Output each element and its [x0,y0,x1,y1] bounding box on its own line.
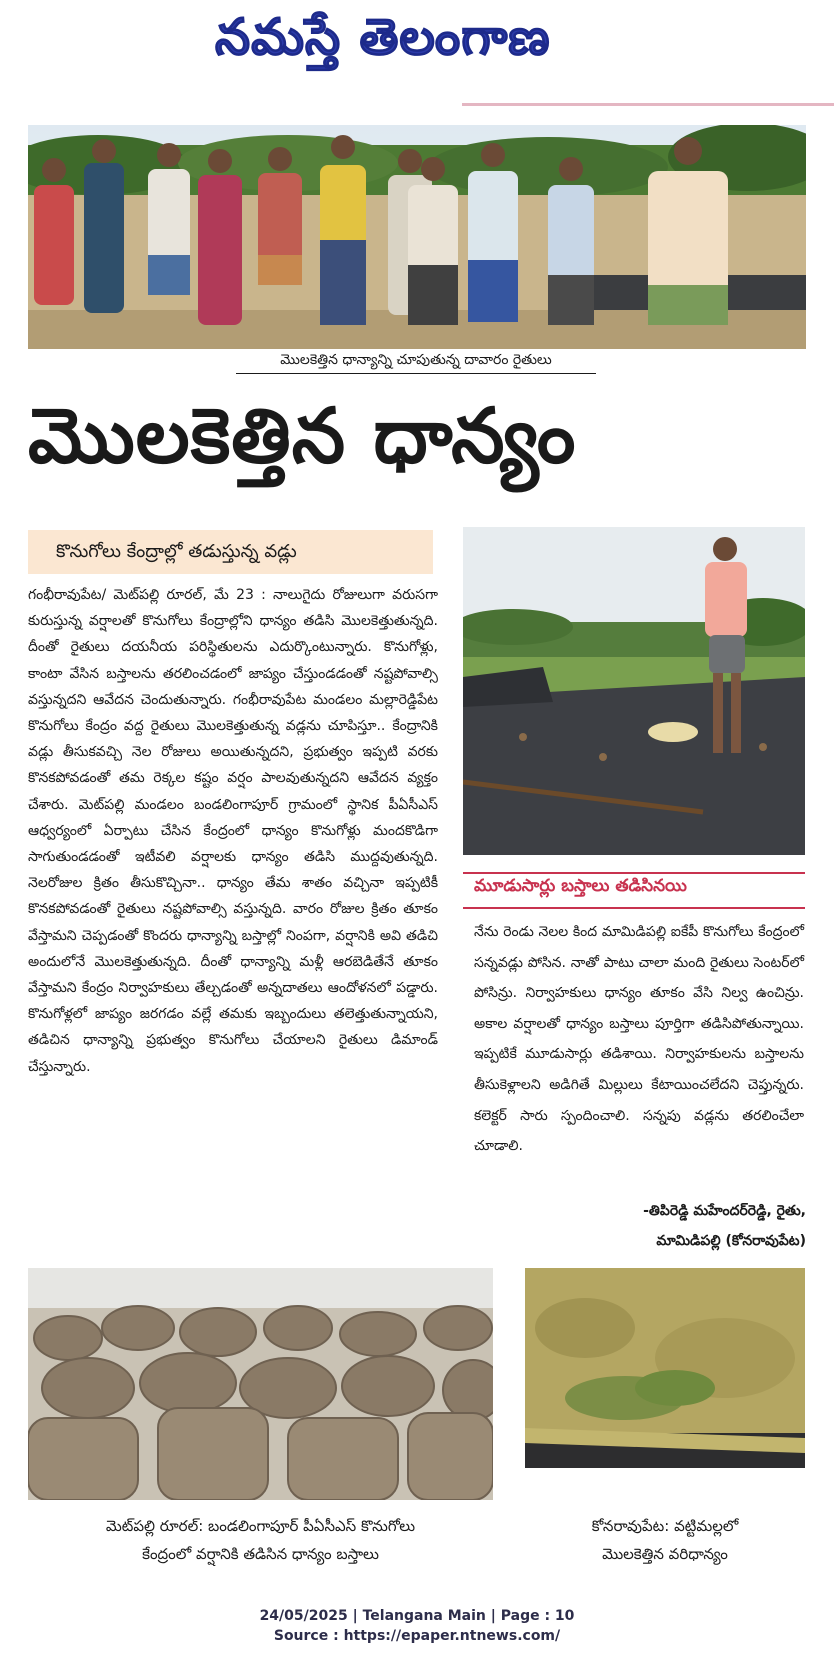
top-photo-caption: మొలకెత్తిన ధాన్యాన్ని చూపుతున్న దావారం రైతులు [236,352,596,374]
headline: మొలకెత్తిన ధాన్యం [28,391,577,480]
signature-line-2: మామిడిపల్లి (కోనరావుపేట) [656,1233,806,1249]
bottom-right-caption-line-1: కోనరావుపేట: వట్టిమల్లలో [591,1517,739,1535]
photo-sprouted-grain [525,1268,805,1468]
sidebar-rule-bottom [463,907,805,909]
masthead-divider [462,103,834,106]
sidebar-text: నేను రెండు నెలల కింద మామిడిపల్లి ఐకేపీ కొనుగోలు కేంద్రంలో సన్నవడ్లు పోసిన. నాతో పాటు చాలా మంది రైతులు సెంటర్‌లో పోసిన్రు. నిర్వాహకులు ధాన్యం తూకం వేసి నిల్వ ఉంచిన్రు. అకాల వర్షాలతో ధాన్యం బస్తాలు పూర్తిగా తడిసిపోతున్నాయి. ఇప్పటికే మూడుసార్లు తడిశాయి. నిర్వాహకులను బస్తాలను తీసుకెళ్లాలని అడిగితే మిల్లులు కేటాయించలేదని చెప్తున్నరు. కలెక్టర్‌ సారు స్పందించాలి. సన్నపు వడ్లను తరలించేలా చూడాలి. [474,924,804,1155]
bottom-right-caption-line-2: మొలకెత్తిన వరిధాన్యం [602,1545,728,1563]
subhead: కొనుగోలు కేంద్రాల్లో తడుస్తున్న వడ్లు [28,530,433,574]
sidebar-signature [580,1196,806,1256]
article-body: గంభీరావుపేట/ మెట్‌పల్లి రూరల్‌, మే 23 : నాలుగైదు రోజులుగా వరుసగా కురుస్తున్న వర్షాలతో కొనుగోలు కేంద్రాల్లోని ధాన్యం తడిసి మొలకెత్తుతున్నది. దీంతో రైతులు దయనీయ పరిస్థితులను ఎదుర్కొంటున్నారు. కొనుగోళ్లు, కాంటా వేసిన బస్తాలను తరలించడంలో జాప్యం చేస్తుండడంతో నష్టపోవాల్సి వస్తున్నదని ఆవేదన చెందుతున్నారు. గంభీరావుపేట మండలం మల్లారెడ్డిపేట కొనుగోలు కేంద్రం వద్ద రైతులు మొలకెత్తుతున్న వడ్లను చూపిస్తూ.. కేంద్రానికి వడ్లు తీసుకవచ్చి నెల రోజులు అయితున్నదని, ప్రభుత్వం ఇప్పటి వరకు కొనకపోవడంతో తమ రెక్కల కష్టం వర్షం పాలవుతున్నదని ఆవేదన వ్యక్తం చేశారు. మెట్‌పల్లి మండలం బండలింగాపూర్‌ గ్రామంలో స్థానిక పీఏసీఎస్‌ ఆధ్వర్యంలో ఏర్పాటు చేసిన కేంద్రంలో ధాన్యం కొనుగోళ్లు మందకొడిగా సాగుతుండడంతో ఇటీవలి వర్షాలకు ధాన్యం తడిసి ముద్దవుతున్నది. నెలరోజుల క్రితం తీసుకొచ్చినా.. ధాన్యం తేమ శాతం వచ్చినా ఇప్పటికీ కొనకపోవడంతో రైతులు నష్టపోవాల్సి వస్తున్నది. వారం రోజుల క్రితం తూకం వేస్తామని చెప్పడంతో కొందరు ధాన్యాన్ని బస్తాల్లో నింపగా, వర్షానికి అవి తడిచి అందులోనే మొలకెత్తుతున్నది. దీంతో ధాన్యాన్ని మళ్లీ ఆరబెడితేనే తూకం వేస్తామని కేంద్రం నిర్వాహకులు తేల్చడంతో అన్నదాతలు ఆందోళనలో పడ్డారు. కొనుగోళ్లలో జాప్యం జరగడం వల్లే తమకు ఇబ్బందులు తలెత్తుతున్నాయని, తడిచిన ధాన్యాన్ని ప్రభుత్వం కొనుగోలు చేయాలని రైతులు డిమాండ్‌ చేస్తున్నారు. [28,587,438,1075]
bottom-left-caption-line-2: కేంద్రంలో వర్షానికి తడిసిన ధాన్యం బస్తాలు [142,1545,379,1563]
masthead [0,0,834,110]
footer [0,1606,834,1646]
bottom-left-caption-line-1: మెట్‌పల్లి రూరల్‌: బండలింగాపూర్‌ పీఏసీఎస్‌ కొనుగోలు [105,1517,416,1535]
masthead-logo: నమస్తే తెలంగాణ [215,8,551,66]
photo-wet-sacks [28,1268,493,1500]
footer-edition-info: 24/05/2025 | Telangana Main | Page : 10 [259,1608,575,1624]
bottom-left-caption [28,1512,493,1568]
sidebar-rule-top [463,872,805,874]
photo-farmer-on-tarp [463,527,805,855]
signature-line-1: -తిపిరెడ్డి మహేందర్‌రెడ్డి, రైతు, [643,1203,806,1219]
top-photo-farmers [28,125,806,349]
bottom-right-caption [525,1512,805,1568]
sidebar-heading: మూడుసార్లు బస్తాలు తడిసినయి [474,876,687,896]
footer-source-link[interactable]: Source : https://epaper.ntnews.com/ [273,1628,561,1644]
